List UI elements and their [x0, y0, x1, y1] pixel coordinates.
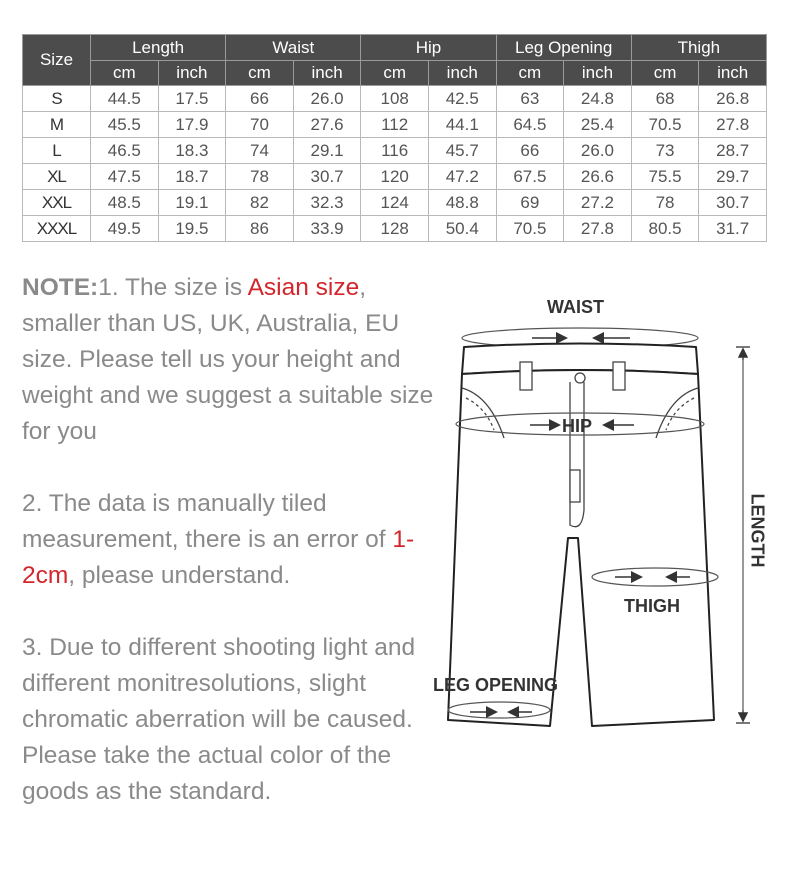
measurement-cell: 50.4 — [428, 216, 496, 242]
table-row — [23, 190, 767, 216]
measurement-cell: 44.1 — [428, 112, 496, 138]
measurement-cell: 27.2 — [564, 190, 632, 216]
measurement-cell: 19.5 — [158, 216, 226, 242]
measurement-cell: 112 — [361, 112, 429, 138]
note-text: , please understand. — [68, 562, 291, 589]
measurement-cell: 120 — [361, 164, 429, 190]
size-cell: XXL — [23, 190, 91, 216]
measurement-cell: 48.5 — [91, 190, 159, 216]
measurement-cell: 19.1 — [158, 190, 226, 216]
thigh-label: THIGH — [624, 596, 680, 616]
note-text: , smaller than US, UK, Australia, EU size. Please tell us your height and weight and we suggest a suitable size for you — [22, 274, 434, 445]
size-chart-table — [22, 34, 767, 242]
measurement-cell: 18.3 — [158, 138, 226, 164]
measurement-cell: 66 — [226, 86, 294, 112]
measurement-cell: 44.5 — [91, 86, 159, 112]
measurement-cell: 48.8 — [428, 190, 496, 216]
measurement-cell: 75.5 — [631, 164, 699, 190]
measurement-cell: 78 — [631, 190, 699, 216]
measurement-cell: 69 — [496, 190, 564, 216]
measurement-cell: 108 — [361, 86, 429, 112]
measurement-cell: 64.5 — [496, 112, 564, 138]
measurement-cell: 31.7 — [699, 216, 767, 242]
measurement-cell: 128 — [361, 216, 429, 242]
waist-label: WAIST — [547, 297, 604, 317]
measurement-cell: 68 — [631, 86, 699, 112]
measurement-cell: 74 — [226, 138, 294, 164]
measurement-cell: 42.5 — [428, 86, 496, 112]
measurement-cell: 49.5 — [91, 216, 159, 242]
unit-header: inch — [158, 61, 226, 86]
measurement-cell: 27.6 — [293, 112, 361, 138]
note-text: 2. The data is manually tiled measurement, there is an error of — [22, 490, 393, 553]
measurement-cell: 27.8 — [564, 216, 632, 242]
measurement-cell: 33.9 — [293, 216, 361, 242]
size-cell: XL — [23, 164, 91, 190]
measurement-cell: 70.5 — [496, 216, 564, 242]
measurement-cell: 30.7 — [699, 190, 767, 216]
measurement-cell: 73 — [631, 138, 699, 164]
measurement-cell: 47.5 — [91, 164, 159, 190]
measurement-cell: 26.0 — [293, 86, 361, 112]
measurement-cell: 86 — [226, 216, 294, 242]
shorts-outline — [448, 344, 714, 727]
size-note — [22, 270, 442, 846]
measurement-cell: 17.9 — [158, 112, 226, 138]
unit-header: cm — [91, 61, 159, 86]
leg-opening-label: LEG OPENING — [433, 675, 559, 695]
waist-column-header: Waist — [226, 35, 361, 61]
table-group-header-row — [23, 35, 767, 61]
note-text: 1. The size is — [98, 274, 248, 301]
note-paragraph-1 — [22, 270, 442, 450]
table-row — [23, 86, 767, 112]
measurement-cell: 25.4 — [564, 112, 632, 138]
measurement-cell: 32.3 — [293, 190, 361, 216]
unit-header: inch — [428, 61, 496, 86]
unit-header: cm — [361, 61, 429, 86]
table-row — [23, 216, 767, 242]
measurement-cell: 28.7 — [699, 138, 767, 164]
measurement-cell: 67.5 — [496, 164, 564, 190]
measurement-cell: 78 — [226, 164, 294, 190]
measurement-cell: 47.2 — [428, 164, 496, 190]
measurement-cell: 29.7 — [699, 164, 767, 190]
measurement-cell: 29.1 — [293, 138, 361, 164]
length-column-header: Length — [91, 35, 226, 61]
measurement-cell: 18.7 — [158, 164, 226, 190]
unit-header: inch — [564, 61, 632, 86]
note-paragraph-3: 3. Due to different shooting light and different monitresolutions, slight chromatic aberration will be caused. Please take the actual color of the goods as the standard. — [22, 634, 416, 805]
table-row — [23, 138, 767, 164]
measurement-cell: 45.7 — [428, 138, 496, 164]
table-unit-header-row — [23, 61, 767, 86]
measurement-cell: 70.5 — [631, 112, 699, 138]
table-row — [23, 164, 767, 190]
measurement-cell: 82 — [226, 190, 294, 216]
measurement-cell: 46.5 — [91, 138, 159, 164]
measurement-cell: 116 — [361, 138, 429, 164]
unit-header: inch — [699, 61, 767, 86]
measurement-cell: 24.8 — [564, 86, 632, 112]
note-label: NOTE: — [22, 274, 99, 301]
measurement-cell: 30.7 — [293, 164, 361, 190]
asian-size-highlight: Asian size — [247, 274, 360, 301]
measurement-cell: 45.5 — [91, 112, 159, 138]
hip-label: HIP — [562, 416, 593, 436]
size-column-header: Size — [23, 35, 91, 86]
measurement-cell: 26.6 — [564, 164, 632, 190]
table-row — [23, 112, 767, 138]
unit-header: cm — [496, 61, 564, 86]
measurement-cell: 26.8 — [699, 86, 767, 112]
measurement-cell: 27.8 — [699, 112, 767, 138]
measurement-cell: 80.5 — [631, 216, 699, 242]
length-label: LENGTH — [747, 493, 768, 568]
measurement-cell: 26.0 — [564, 138, 632, 164]
size-cell: L — [23, 138, 91, 164]
size-cell: S — [23, 86, 91, 112]
measurement-cell: 124 — [361, 190, 429, 216]
size-cell: M — [23, 112, 91, 138]
shorts-measurement-diagram — [420, 270, 790, 770]
measurement-cell: 70 — [226, 112, 294, 138]
measurement-cell: 66 — [496, 138, 564, 164]
unit-header: cm — [226, 61, 294, 86]
size-cell: XXXL — [23, 216, 91, 242]
note-paragraph-2 — [22, 486, 442, 594]
hip-column-header: Hip — [361, 35, 496, 61]
unit-header: inch — [293, 61, 361, 86]
error-range-highlight: 1-2cm — [22, 526, 415, 589]
unit-header: cm — [631, 61, 699, 86]
leg-opening-column-header: Leg Opening — [496, 35, 631, 61]
measurement-cell: 63 — [496, 86, 564, 112]
thigh-column-header: Thigh — [631, 35, 766, 61]
table-body — [23, 86, 767, 242]
measurement-cell: 17.5 — [158, 86, 226, 112]
